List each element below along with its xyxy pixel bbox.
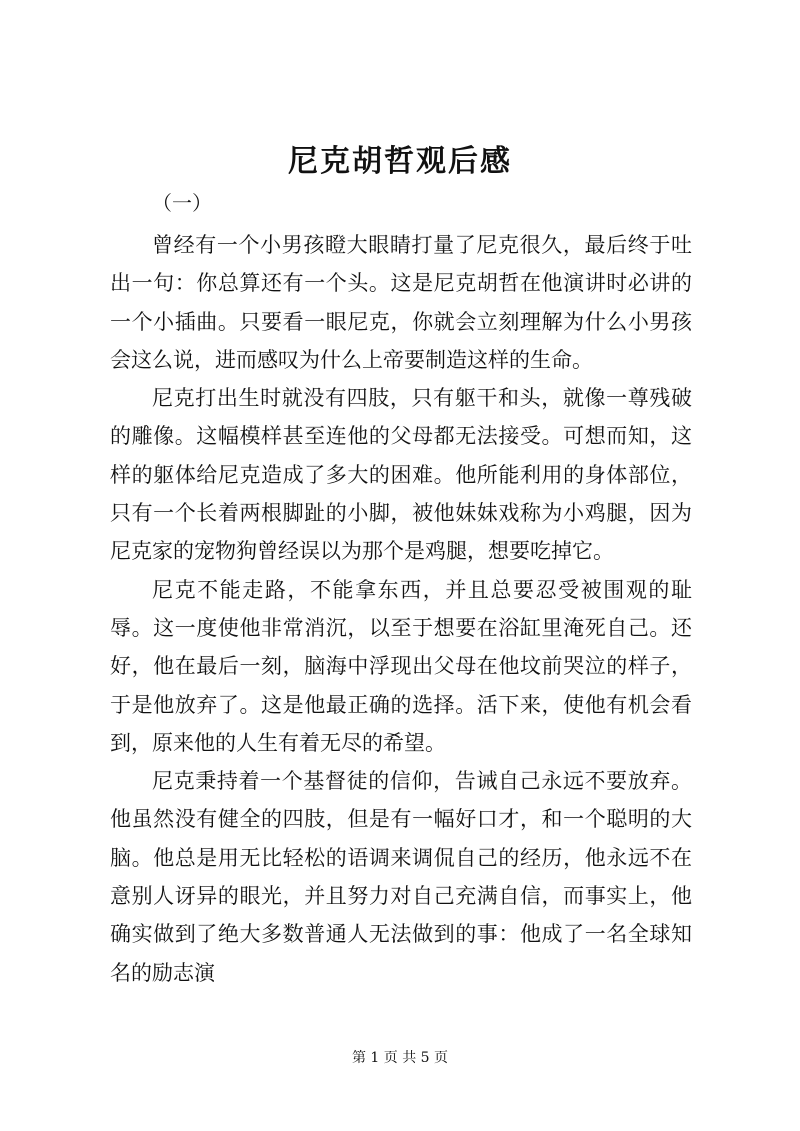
paragraph-1: 曾经有一个小男孩瞪大眼睛打量了尼克很久，最后终于吐出一句：你总算还有一个头。这是尼克胡哲在他演讲时必讲的一个小插曲。只要看一眼尼克，你就会立刻理解为什么小男孩会这么说，进而感叹为什么上帝要制造这样的生命。 xyxy=(110,233,692,372)
section-label: （一） xyxy=(152,191,212,215)
paragraph-4: 尼克秉持着一个基督徒的信仰，告诫自己永远不要放弃。他虽然没有健全的四肢，但是有一幅好口才，和一个聪明的大脑。他总是用无比轻松的语调来调侃自己的经历，他永远不在意别人讶异的眼光，并且努力对自己充满自信，而事实上，他确实做到了绝大多数普通人无法做到的事：他成了一名全球知名的励志演 xyxy=(110,769,692,985)
paragraph-3: 尼克不能走路，不能拿东西，并且总要忍受被围观的耻辱。这一度使他非常消沉，以至于想要在浴缸里淹死自己。还好，他在最后一刻，脑海中浮现出父母在他坟前哭泣的样子，于是他放弃了。这是他最正确的选择。活下来，使他有机会看到，原来他的人生有着无尽的希望。 xyxy=(110,577,692,755)
paragraph-2: 尼克打出生时就没有四肢，只有躯干和头，就像一尊残破的雕像。这幅模样甚至连他的父母都无法接受。可想而知，这样的躯体给尼克造成了多大的困难。他所能利用的身体部位，只有一个长着两根脚趾的小脚，被他妹妹戏称为小鸡腿，因为尼克家的宠物狗曾经误以为那个是鸡腿，想要吃掉它。 xyxy=(110,386,692,564)
page-title: 尼克胡哲观后感 xyxy=(288,144,512,179)
page-footer: 第 1 页 共 5 页 xyxy=(351,1050,449,1066)
body-text xyxy=(110,226,692,992)
